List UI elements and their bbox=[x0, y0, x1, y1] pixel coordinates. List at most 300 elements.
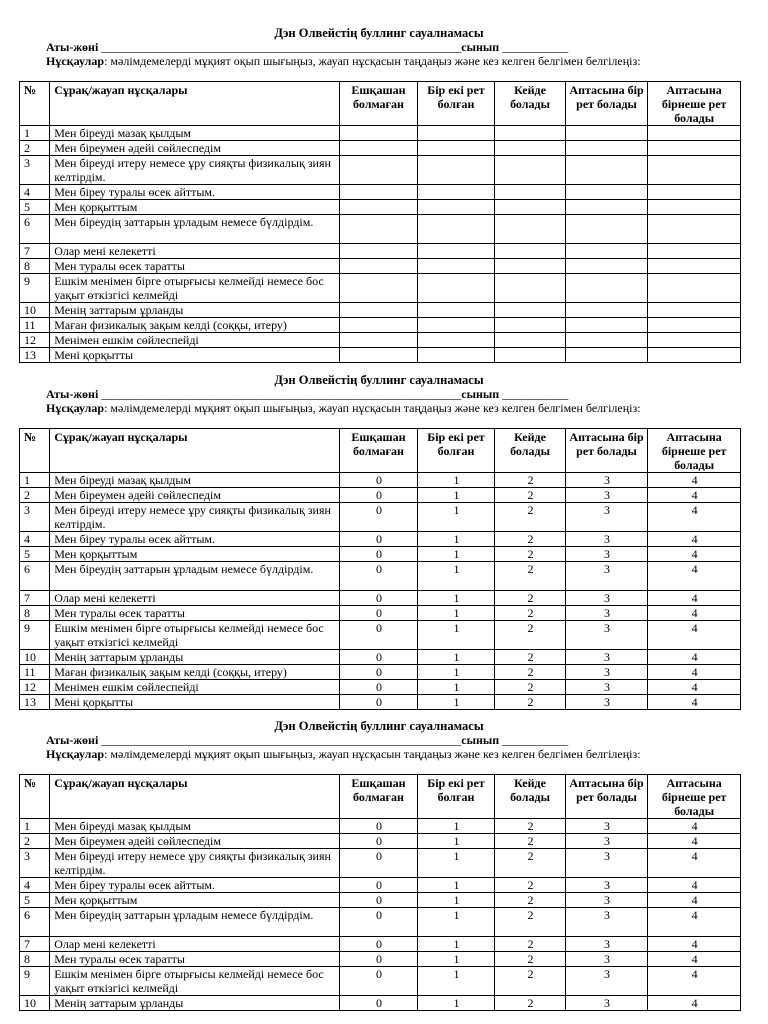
answer-cell[interactable]: 3 bbox=[565, 849, 648, 878]
answer-cell[interactable]: 2 bbox=[495, 834, 565, 849]
instructions-text: : мәлімдемелерді мұқият оқып шығыңыз, жауап нұсқасын таңдаңыз және кез келген белгімен белгілеңіз: bbox=[104, 401, 641, 415]
answer-cell[interactable]: 0 bbox=[340, 621, 418, 650]
answer-cell[interactable] bbox=[340, 141, 418, 156]
answer-cell[interactable] bbox=[495, 185, 565, 200]
table-row bbox=[20, 215, 741, 244]
table-row bbox=[20, 318, 741, 333]
question-text: Ешкім менімен бірге отырғысы келмейді немесе бос уақыт өткізгісі келмейді bbox=[50, 621, 340, 650]
answer-cell[interactable] bbox=[495, 303, 565, 318]
answer-cell[interactable]: 3 bbox=[565, 695, 648, 710]
answer-cell[interactable]: 2 bbox=[495, 503, 565, 532]
question-number: 11 bbox=[20, 318, 50, 333]
table-row bbox=[20, 126, 741, 141]
column-header-option: Аптасына бір рет болады bbox=[565, 775, 648, 819]
answer-cell[interactable]: 4 bbox=[648, 503, 741, 532]
answer-cell[interactable]: 2 bbox=[495, 908, 565, 937]
answer-cell[interactable]: 0 bbox=[340, 967, 418, 996]
question-number: 6 bbox=[20, 215, 50, 244]
question-number: 4 bbox=[20, 532, 50, 547]
answer-cell[interactable]: 4 bbox=[648, 834, 741, 849]
answer-cell[interactable]: 4 bbox=[648, 849, 741, 878]
question-text: Ешкім менімен бірге отырғысы келмейді немесе бос уақыт өткізгісі келмейді bbox=[50, 967, 340, 996]
answer-cell[interactable]: 4 bbox=[648, 532, 741, 547]
answer-cell[interactable]: 4 bbox=[648, 650, 741, 665]
answer-cell[interactable]: 1 bbox=[417, 665, 495, 680]
table-row bbox=[20, 908, 741, 937]
question-number: 12 bbox=[20, 680, 50, 695]
answer-cell[interactable] bbox=[417, 141, 495, 156]
answer-cell[interactable]: 1 bbox=[417, 908, 495, 937]
question-text: Мен қорқыттым bbox=[50, 200, 340, 215]
questionnaire-title: Дэн Олвейстің буллинг сауалнамасы bbox=[274, 373, 484, 387]
answer-cell[interactable] bbox=[340, 318, 418, 333]
answer-cell[interactable]: 0 bbox=[340, 996, 418, 1011]
answer-cell[interactable] bbox=[417, 156, 495, 185]
table-header-row bbox=[20, 429, 741, 473]
answer-cell[interactable]: 2 bbox=[495, 695, 565, 710]
question-number: 1 bbox=[20, 126, 50, 141]
question-number: 7 bbox=[20, 591, 50, 606]
table-row bbox=[20, 606, 741, 621]
table-row bbox=[20, 680, 741, 695]
question-number: 6 bbox=[20, 562, 50, 591]
answer-cell[interactable] bbox=[340, 348, 418, 363]
answer-cell[interactable] bbox=[340, 215, 418, 244]
answer-cell[interactable] bbox=[417, 274, 495, 303]
answer-cell[interactable]: 3 bbox=[565, 665, 648, 680]
answer-cell[interactable] bbox=[340, 126, 418, 141]
answer-cell[interactable] bbox=[565, 141, 648, 156]
answer-cell[interactable]: 3 bbox=[565, 834, 648, 849]
answer-cell[interactable]: 2 bbox=[495, 665, 565, 680]
instructions-text: : мәлімдемелерді мұқият оқып шығыңыз, жауап нұсқасын таңдаңыз және кез келген белгімен белгілеңіз: bbox=[104, 54, 641, 68]
table-row bbox=[20, 244, 741, 259]
answer-cell[interactable]: 3 bbox=[565, 562, 648, 591]
answer-cell[interactable] bbox=[648, 348, 741, 363]
question-number: 7 bbox=[20, 937, 50, 952]
answer-cell[interactable]: 0 bbox=[340, 503, 418, 532]
answer-cell[interactable] bbox=[648, 185, 741, 200]
answer-cell[interactable]: 0 bbox=[340, 606, 418, 621]
table-header-row bbox=[20, 82, 741, 126]
question-text: Мені қорқытты bbox=[50, 348, 340, 363]
answer-cell[interactable]: 3 bbox=[565, 952, 648, 967]
answer-cell[interactable]: 4 bbox=[648, 937, 741, 952]
answer-cell[interactable]: 0 bbox=[340, 650, 418, 665]
answer-cell[interactable] bbox=[648, 333, 741, 348]
answer-cell[interactable] bbox=[495, 333, 565, 348]
answer-cell[interactable] bbox=[340, 156, 418, 185]
answer-cell[interactable] bbox=[417, 200, 495, 215]
answer-cell[interactable] bbox=[648, 274, 741, 303]
class-blank[interactable]: ___________ bbox=[502, 387, 569, 401]
answer-cell[interactable]: 0 bbox=[340, 473, 418, 488]
question-number: 8 bbox=[20, 259, 50, 274]
answer-cell[interactable]: 0 bbox=[340, 834, 418, 849]
table-row bbox=[20, 141, 741, 156]
class-label: сынып bbox=[461, 733, 500, 747]
answer-cell[interactable]: 4 bbox=[648, 819, 741, 834]
answer-cell[interactable] bbox=[565, 244, 648, 259]
table-row bbox=[20, 849, 741, 878]
answer-cell[interactable]: 1 bbox=[417, 937, 495, 952]
answer-cell[interactable]: 3 bbox=[565, 532, 648, 547]
answer-cell[interactable]: 0 bbox=[340, 952, 418, 967]
answer-cell[interactable] bbox=[417, 259, 495, 274]
column-header-option: Ешқашан болмаған bbox=[340, 775, 418, 819]
column-header-option: Кейде болады bbox=[495, 82, 565, 126]
question-text: Маған физикалық зақым келді (соққы, итеру) bbox=[50, 665, 340, 680]
answer-cell[interactable]: 1 bbox=[417, 680, 495, 695]
question-number: 10 bbox=[20, 303, 50, 318]
table-row bbox=[20, 695, 741, 710]
table-row bbox=[20, 952, 741, 967]
question-number: 13 bbox=[20, 695, 50, 710]
question-text: Мен біреудің заттарын ұрладым немесе бүлдірдім. bbox=[50, 562, 340, 591]
answer-cell[interactable]: 4 bbox=[648, 967, 741, 996]
name-class-line bbox=[46, 733, 568, 747]
answer-cell[interactable]: 0 bbox=[340, 488, 418, 503]
question-text: Мен туралы өсек таратты bbox=[50, 259, 340, 274]
answer-cell[interactable]: 0 bbox=[340, 878, 418, 893]
answer-cell[interactable]: 0 bbox=[340, 849, 418, 878]
answer-cell[interactable] bbox=[648, 126, 741, 141]
answer-cell[interactable]: 4 bbox=[648, 473, 741, 488]
question-number: 9 bbox=[20, 967, 50, 996]
answer-cell[interactable] bbox=[495, 348, 565, 363]
answer-cell[interactable] bbox=[565, 156, 648, 185]
instructions bbox=[46, 401, 641, 415]
answer-cell[interactable]: 2 bbox=[495, 893, 565, 908]
answer-cell[interactable]: 4 bbox=[648, 591, 741, 606]
answer-cell[interactable]: 3 bbox=[565, 503, 648, 532]
table-row bbox=[20, 665, 741, 680]
column-header-option: Аптасына бір рет болады bbox=[565, 429, 648, 473]
answer-cell[interactable]: 3 bbox=[565, 591, 648, 606]
answer-cell[interactable]: 2 bbox=[495, 562, 565, 591]
answer-cell[interactable]: 4 bbox=[648, 908, 741, 937]
answer-cell[interactable]: 2 bbox=[495, 606, 565, 621]
answer-cell[interactable]: 0 bbox=[340, 937, 418, 952]
question-text: Мен қорқыттым bbox=[50, 893, 340, 908]
answer-cell[interactable] bbox=[648, 156, 741, 185]
question-text: Мен туралы өсек таратты bbox=[50, 952, 340, 967]
answer-cell[interactable]: 0 bbox=[340, 680, 418, 695]
answer-cell[interactable] bbox=[565, 259, 648, 274]
answer-cell[interactable]: 1 bbox=[417, 473, 495, 488]
column-header-option: Аптасына бір рет болады bbox=[565, 82, 648, 126]
table-row bbox=[20, 878, 741, 893]
question-number: 7 bbox=[20, 244, 50, 259]
answer-cell[interactable] bbox=[565, 333, 648, 348]
column-header-option: Бір екі рет болған bbox=[417, 775, 495, 819]
answer-cell[interactable] bbox=[417, 348, 495, 363]
question-text: Олар мені келекетті bbox=[50, 591, 340, 606]
answer-cell[interactable]: 3 bbox=[565, 473, 648, 488]
question-text: Мен біреуді итеру немесе ұру сияқты физикалық зиян келтірдім. bbox=[50, 156, 340, 185]
question-number: 2 bbox=[20, 488, 50, 503]
answer-cell[interactable]: 1 bbox=[417, 893, 495, 908]
answer-cell[interactable]: 1 bbox=[417, 532, 495, 547]
instructions-label: Нұсқаулар bbox=[46, 747, 105, 761]
answer-cell[interactable]: 2 bbox=[495, 621, 565, 650]
answer-cell[interactable] bbox=[565, 318, 648, 333]
table-row bbox=[20, 348, 741, 363]
answer-cell[interactable] bbox=[648, 244, 741, 259]
answer-cell[interactable]: 4 bbox=[648, 562, 741, 591]
question-text: Олар мені келекетті bbox=[50, 937, 340, 952]
answer-cell[interactable]: 1 bbox=[417, 952, 495, 967]
answer-cell[interactable]: 1 bbox=[417, 996, 495, 1011]
answer-cell[interactable] bbox=[495, 274, 565, 303]
answer-cell[interactable]: 1 bbox=[417, 849, 495, 878]
question-text: Мен туралы өсек таратты bbox=[50, 606, 340, 621]
table-row bbox=[20, 303, 741, 318]
answer-cell[interactable]: 2 bbox=[495, 650, 565, 665]
answer-cell[interactable] bbox=[648, 141, 741, 156]
question-text: Мен біреуді мазақ қылдым bbox=[50, 819, 340, 834]
question-text: Мен біреумен әдейі сөйлеспедім bbox=[50, 141, 340, 156]
answer-cell[interactable]: 4 bbox=[648, 680, 741, 695]
table-row bbox=[20, 532, 741, 547]
column-header-option: Бір екі рет болған bbox=[417, 82, 495, 126]
answer-cell[interactable]: 3 bbox=[565, 908, 648, 937]
instructions bbox=[46, 54, 641, 68]
answer-cell[interactable] bbox=[565, 215, 648, 244]
answer-cell[interactable] bbox=[340, 200, 418, 215]
answer-cell[interactable]: 4 bbox=[648, 488, 741, 503]
answer-cell[interactable] bbox=[495, 318, 565, 333]
answer-cell[interactable]: 1 bbox=[417, 695, 495, 710]
answer-cell[interactable] bbox=[417, 215, 495, 244]
answer-cell[interactable] bbox=[565, 274, 648, 303]
instructions-label: Нұсқаулар bbox=[46, 54, 105, 68]
column-header-option: Ешқашан болмаған bbox=[340, 429, 418, 473]
answer-cell[interactable]: 1 bbox=[417, 621, 495, 650]
answer-cell[interactable]: 3 bbox=[565, 606, 648, 621]
question-text: Мен біреуді итеру немесе ұру сияқты физикалық зиян келтірдім. bbox=[50, 849, 340, 878]
answer-cell[interactable]: 1 bbox=[417, 547, 495, 562]
answer-cell[interactable]: 4 bbox=[648, 547, 741, 562]
answer-cell[interactable]: 2 bbox=[495, 680, 565, 695]
answer-cell[interactable]: 2 bbox=[495, 952, 565, 967]
answer-cell[interactable]: 2 bbox=[495, 937, 565, 952]
column-header-option: Аптасына бірнеше рет болады bbox=[648, 82, 741, 126]
question-text: Менің заттарым ұрланды bbox=[50, 650, 340, 665]
answer-cell[interactable] bbox=[495, 156, 565, 185]
table-row bbox=[20, 819, 741, 834]
answer-cell[interactable] bbox=[340, 185, 418, 200]
question-text: Мен біреудің заттарын ұрладым немесе бүлдірдім. bbox=[50, 215, 340, 244]
answer-cell[interactable] bbox=[417, 244, 495, 259]
question-number: 3 bbox=[20, 503, 50, 532]
answer-cell[interactable]: 0 bbox=[340, 562, 418, 591]
question-number: 5 bbox=[20, 547, 50, 562]
answer-cell[interactable] bbox=[565, 126, 648, 141]
answer-cell[interactable] bbox=[565, 185, 648, 200]
answer-cell[interactable]: 2 bbox=[495, 488, 565, 503]
answer-cell[interactable]: 2 bbox=[495, 967, 565, 996]
answer-cell[interactable]: 3 bbox=[565, 967, 648, 996]
class-blank[interactable]: ___________ bbox=[502, 733, 569, 747]
answer-cell[interactable] bbox=[648, 303, 741, 318]
question-text: Мен біреумен әдейі сөйлеспедім bbox=[50, 488, 340, 503]
answer-cell[interactable] bbox=[495, 244, 565, 259]
answer-cell[interactable]: 4 bbox=[648, 621, 741, 650]
answer-cell[interactable]: 3 bbox=[565, 819, 648, 834]
question-text: Менің заттарым ұрланды bbox=[50, 303, 340, 318]
answer-cell[interactable] bbox=[340, 259, 418, 274]
column-header-option: Аптасына бірнеше рет болады bbox=[648, 775, 741, 819]
answer-cell[interactable]: 3 bbox=[565, 488, 648, 503]
answer-cell[interactable]: 1 bbox=[417, 834, 495, 849]
answer-cell[interactable]: 4 bbox=[648, 996, 741, 1011]
table-row bbox=[20, 473, 741, 488]
class-blank[interactable]: ___________ bbox=[502, 40, 569, 54]
answer-cell[interactable]: 3 bbox=[565, 547, 648, 562]
column-header-option: Кейде болады bbox=[495, 429, 565, 473]
name-blank[interactable]: ____________________________________________________________ bbox=[101, 40, 462, 54]
answer-cell[interactable] bbox=[417, 185, 495, 200]
name-blank[interactable]: ____________________________________________________________ bbox=[101, 387, 462, 401]
answer-cell[interactable]: 0 bbox=[340, 665, 418, 680]
question-number: 6 bbox=[20, 908, 50, 937]
answer-cell[interactable] bbox=[340, 274, 418, 303]
answer-cell[interactable]: 0 bbox=[340, 893, 418, 908]
name-label: Аты-жөні bbox=[46, 387, 99, 401]
answer-cell[interactable] bbox=[495, 259, 565, 274]
question-number: 4 bbox=[20, 878, 50, 893]
answer-cell[interactable]: 1 bbox=[417, 503, 495, 532]
name-blank[interactable]: ____________________________________________________________ bbox=[101, 733, 462, 747]
answer-cell[interactable]: 4 bbox=[648, 665, 741, 680]
question-number: 9 bbox=[20, 274, 50, 303]
answer-cell[interactable] bbox=[648, 318, 741, 333]
answer-cell[interactable]: 3 bbox=[565, 680, 648, 695]
answer-cell[interactable] bbox=[340, 333, 418, 348]
answer-cell[interactable]: 3 bbox=[565, 878, 648, 893]
answer-cell[interactable]: 1 bbox=[417, 488, 495, 503]
question-text: Мен біреумен әдейі сөйлеспедім bbox=[50, 834, 340, 849]
name-class-line bbox=[46, 40, 568, 54]
answer-cell[interactable]: 2 bbox=[495, 532, 565, 547]
answer-cell[interactable]: 3 bbox=[565, 996, 648, 1011]
answer-cell[interactable] bbox=[495, 200, 565, 215]
column-header-number: № bbox=[20, 82, 50, 126]
question-text: Мен біреу туралы өсек айттым. bbox=[50, 878, 340, 893]
answer-cell[interactable] bbox=[417, 303, 495, 318]
answer-cell[interactable]: 0 bbox=[340, 908, 418, 937]
question-text: Менің заттарым ұрланды bbox=[50, 996, 340, 1011]
answer-cell[interactable]: 2 bbox=[495, 473, 565, 488]
question-number: 2 bbox=[20, 834, 50, 849]
question-text: Ешкім менімен бірге отырғысы келмейді немесе бос уақыт өткізгісі келмейді bbox=[50, 274, 340, 303]
answer-cell[interactable]: 4 bbox=[648, 606, 741, 621]
answer-cell[interactable] bbox=[417, 318, 495, 333]
answer-cell[interactable]: 1 bbox=[417, 878, 495, 893]
question-text: Мен біреу туралы өсек айттым. bbox=[50, 532, 340, 547]
question-number: 3 bbox=[20, 849, 50, 878]
answer-cell[interactable]: 2 bbox=[495, 878, 565, 893]
answer-cell[interactable] bbox=[565, 348, 648, 363]
answer-cell[interactable] bbox=[340, 303, 418, 318]
answer-cell[interactable]: 0 bbox=[340, 591, 418, 606]
question-text: Мен біреудің заттарын ұрладым немесе бүлдірдім. bbox=[50, 908, 340, 937]
answer-cell[interactable] bbox=[495, 126, 565, 141]
table-row bbox=[20, 547, 741, 562]
answer-cell[interactable]: 4 bbox=[648, 695, 741, 710]
question-number: 11 bbox=[20, 665, 50, 680]
question-number: 1 bbox=[20, 819, 50, 834]
answer-cell[interactable]: 0 bbox=[340, 532, 418, 547]
answer-cell[interactable] bbox=[565, 303, 648, 318]
table-row bbox=[20, 503, 741, 532]
answer-cell[interactable]: 2 bbox=[495, 849, 565, 878]
table-row bbox=[20, 650, 741, 665]
question-number: 8 bbox=[20, 606, 50, 621]
question-text: Мен қорқыттым bbox=[50, 547, 340, 562]
answer-cell[interactable] bbox=[648, 215, 741, 244]
answer-cell[interactable] bbox=[495, 215, 565, 244]
class-label: сынып bbox=[461, 387, 500, 401]
answer-cell[interactable] bbox=[340, 244, 418, 259]
answer-cell[interactable]: 1 bbox=[417, 967, 495, 996]
answer-cell[interactable]: 3 bbox=[565, 937, 648, 952]
class-label: сынып bbox=[461, 40, 500, 54]
column-header-question: Сұрақ/жауап нұсқалары bbox=[50, 775, 340, 819]
table-row bbox=[20, 185, 741, 200]
answer-cell[interactable]: 3 bbox=[565, 893, 648, 908]
answer-cell[interactable]: 2 bbox=[495, 591, 565, 606]
answer-cell[interactable]: 2 bbox=[495, 547, 565, 562]
question-number: 8 bbox=[20, 952, 50, 967]
question-number: 12 bbox=[20, 333, 50, 348]
answer-cell[interactable]: 0 bbox=[340, 695, 418, 710]
question-text: Мені қорқытты bbox=[50, 695, 340, 710]
answer-cell[interactable]: 4 bbox=[648, 878, 741, 893]
question-number: 9 bbox=[20, 621, 50, 650]
answer-cell[interactable] bbox=[565, 200, 648, 215]
answer-cell[interactable]: 1 bbox=[417, 819, 495, 834]
answer-cell[interactable] bbox=[648, 259, 741, 274]
answer-cell[interactable]: 4 bbox=[648, 893, 741, 908]
answer-cell[interactable]: 0 bbox=[340, 819, 418, 834]
column-header-option: Кейде болады bbox=[495, 775, 565, 819]
answer-cell[interactable]: 3 bbox=[565, 621, 648, 650]
table-row bbox=[20, 259, 741, 274]
question-number: 3 bbox=[20, 156, 50, 185]
answer-cell[interactable]: 0 bbox=[340, 547, 418, 562]
answer-cell[interactable]: 1 bbox=[417, 606, 495, 621]
answer-cell[interactable] bbox=[417, 126, 495, 141]
answer-cell[interactable]: 1 bbox=[417, 650, 495, 665]
answer-cell[interactable] bbox=[417, 333, 495, 348]
question-number: 13 bbox=[20, 348, 50, 363]
answer-cell[interactable]: 2 bbox=[495, 819, 565, 834]
table-header-row bbox=[20, 775, 741, 819]
column-header-option: Аптасына бірнеше рет болады bbox=[648, 429, 741, 473]
answer-cell[interactable]: 2 bbox=[495, 996, 565, 1011]
table-row bbox=[20, 156, 741, 185]
answer-cell[interactable]: 4 bbox=[648, 952, 741, 967]
answer-cell[interactable] bbox=[495, 141, 565, 156]
answer-cell[interactable]: 1 bbox=[417, 591, 495, 606]
answer-cell[interactable]: 3 bbox=[565, 650, 648, 665]
answer-cell[interactable]: 1 bbox=[417, 562, 495, 591]
table-row bbox=[20, 893, 741, 908]
column-header-question: Сұрақ/жауап нұсқалары bbox=[50, 82, 340, 126]
answer-cell[interactable] bbox=[648, 200, 741, 215]
